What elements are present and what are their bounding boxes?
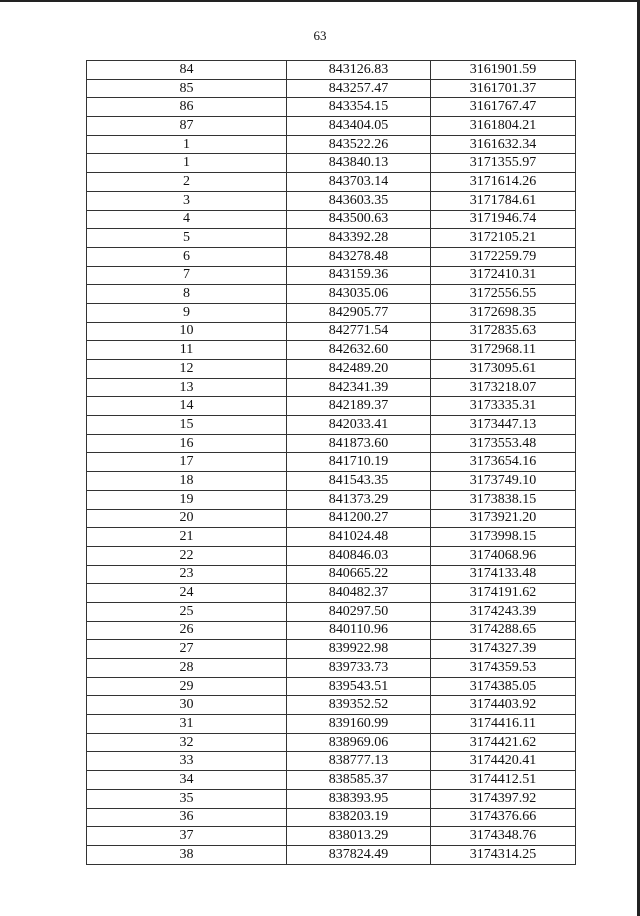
x-coordinate-cell: 842905.77 xyxy=(287,303,431,322)
y-coordinate-cell: 3172105.21 xyxy=(431,229,576,248)
page-number: 63 xyxy=(313,28,327,43)
y-coordinate-cell: 3172698.35 xyxy=(431,303,576,322)
x-coordinate-cell: 841200.27 xyxy=(287,509,431,528)
table-row xyxy=(87,733,576,752)
point-number-cell: 21 xyxy=(87,528,287,547)
y-coordinate-cell: 3173095.61 xyxy=(431,360,576,379)
point-number-cell: 24 xyxy=(87,584,287,603)
point-number-cell: 86 xyxy=(87,98,287,117)
x-coordinate-cell: 838013.29 xyxy=(287,827,431,846)
x-coordinate-cell: 841873.60 xyxy=(287,434,431,453)
y-coordinate-cell: 3161701.37 xyxy=(431,79,576,98)
x-coordinate-cell: 840665.22 xyxy=(287,565,431,584)
point-number-cell: 13 xyxy=(87,378,287,397)
point-number-cell: 35 xyxy=(87,789,287,808)
table-row xyxy=(87,98,576,117)
x-coordinate-cell: 838393.95 xyxy=(287,789,431,808)
x-coordinate-cell: 843603.35 xyxy=(287,191,431,210)
y-coordinate-cell: 3174243.39 xyxy=(431,602,576,621)
table-row xyxy=(87,154,576,173)
y-coordinate-cell: 3173553.48 xyxy=(431,434,576,453)
table-row xyxy=(87,191,576,210)
point-number-cell: 20 xyxy=(87,509,287,528)
table-row xyxy=(87,397,576,416)
y-coordinate-cell: 3173654.16 xyxy=(431,453,576,472)
point-number-cell: 33 xyxy=(87,752,287,771)
x-coordinate-cell: 839352.52 xyxy=(287,696,431,715)
y-coordinate-cell: 3174385.05 xyxy=(431,677,576,696)
x-coordinate-cell: 843035.06 xyxy=(287,285,431,304)
point-number-cell: 38 xyxy=(87,845,287,864)
point-number-cell: 14 xyxy=(87,397,287,416)
table-row xyxy=(87,584,576,603)
point-number-cell: 4 xyxy=(87,210,287,229)
x-coordinate-cell: 843522.26 xyxy=(287,135,431,154)
y-coordinate-cell: 3174397.92 xyxy=(431,789,576,808)
y-coordinate-cell: 3172410.31 xyxy=(431,266,576,285)
x-coordinate-cell: 837824.49 xyxy=(287,845,431,864)
coordinate-table-body xyxy=(87,61,576,865)
table-row xyxy=(87,341,576,360)
table-row xyxy=(87,285,576,304)
x-coordinate-cell: 840297.50 xyxy=(287,602,431,621)
point-number-cell: 32 xyxy=(87,733,287,752)
x-coordinate-cell: 840846.03 xyxy=(287,546,431,565)
point-number-cell: 6 xyxy=(87,247,287,266)
y-coordinate-cell: 3174376.66 xyxy=(431,808,576,827)
y-coordinate-cell: 3172835.63 xyxy=(431,322,576,341)
x-coordinate-cell: 839543.51 xyxy=(287,677,431,696)
x-coordinate-cell: 839922.98 xyxy=(287,640,431,659)
point-number-cell: 17 xyxy=(87,453,287,472)
y-coordinate-cell: 3174421.62 xyxy=(431,733,576,752)
page-edge-top xyxy=(0,0,640,2)
table-row xyxy=(87,266,576,285)
table-row xyxy=(87,715,576,734)
y-coordinate-cell: 3171784.61 xyxy=(431,191,576,210)
y-coordinate-cell: 3174191.62 xyxy=(431,584,576,603)
y-coordinate-cell: 3174068.96 xyxy=(431,546,576,565)
x-coordinate-cell: 839733.73 xyxy=(287,659,431,678)
y-coordinate-cell: 3171614.26 xyxy=(431,173,576,192)
point-number-cell: 87 xyxy=(87,117,287,136)
table-row xyxy=(87,808,576,827)
table-row xyxy=(87,416,576,435)
x-coordinate-cell: 842341.39 xyxy=(287,378,431,397)
table-row xyxy=(87,696,576,715)
y-coordinate-cell: 3173749.10 xyxy=(431,472,576,491)
x-coordinate-cell: 843159.36 xyxy=(287,266,431,285)
y-coordinate-cell: 3174314.25 xyxy=(431,845,576,864)
point-number-cell: 11 xyxy=(87,341,287,360)
coordinate-table xyxy=(86,60,576,865)
table-row xyxy=(87,602,576,621)
x-coordinate-cell: 843278.48 xyxy=(287,247,431,266)
x-coordinate-cell: 841543.35 xyxy=(287,472,431,491)
table-row xyxy=(87,509,576,528)
x-coordinate-cell: 841373.29 xyxy=(287,490,431,509)
table-row xyxy=(87,322,576,341)
y-coordinate-cell: 3174403.92 xyxy=(431,696,576,715)
y-coordinate-cell: 3174420.41 xyxy=(431,752,576,771)
x-coordinate-cell: 840110.96 xyxy=(287,621,431,640)
y-coordinate-cell: 3174327.39 xyxy=(431,640,576,659)
y-coordinate-cell: 3172259.79 xyxy=(431,247,576,266)
y-coordinate-cell: 3173218.07 xyxy=(431,378,576,397)
table-row xyxy=(87,752,576,771)
table-row xyxy=(87,117,576,136)
x-coordinate-cell: 842489.20 xyxy=(287,360,431,379)
point-number-cell: 37 xyxy=(87,827,287,846)
x-coordinate-cell: 842033.41 xyxy=(287,416,431,435)
x-coordinate-cell: 843392.28 xyxy=(287,229,431,248)
table-row xyxy=(87,640,576,659)
y-coordinate-cell: 3173921.20 xyxy=(431,509,576,528)
y-coordinate-cell: 3173998.15 xyxy=(431,528,576,547)
point-number-cell: 7 xyxy=(87,266,287,285)
x-coordinate-cell: 838777.13 xyxy=(287,752,431,771)
x-coordinate-cell: 843703.14 xyxy=(287,173,431,192)
y-coordinate-cell: 3172968.11 xyxy=(431,341,576,360)
y-coordinate-cell: 3172556.55 xyxy=(431,285,576,304)
point-number-cell: 29 xyxy=(87,677,287,696)
table-row xyxy=(87,61,576,80)
table-row xyxy=(87,360,576,379)
x-coordinate-cell: 841710.19 xyxy=(287,453,431,472)
table-row xyxy=(87,453,576,472)
y-coordinate-cell: 3174133.48 xyxy=(431,565,576,584)
point-number-cell: 84 xyxy=(87,61,287,80)
table-row xyxy=(87,135,576,154)
point-number-cell: 36 xyxy=(87,808,287,827)
y-coordinate-cell: 3161767.47 xyxy=(431,98,576,117)
point-number-cell: 10 xyxy=(87,322,287,341)
point-number-cell: 19 xyxy=(87,490,287,509)
point-number-cell: 34 xyxy=(87,771,287,790)
point-number-cell: 1 xyxy=(87,135,287,154)
x-coordinate-cell: 842771.54 xyxy=(287,322,431,341)
y-coordinate-cell: 3173838.15 xyxy=(431,490,576,509)
x-coordinate-cell: 842189.37 xyxy=(287,397,431,416)
y-coordinate-cell: 3174412.51 xyxy=(431,771,576,790)
table-row xyxy=(87,173,576,192)
y-coordinate-cell: 3173447.13 xyxy=(431,416,576,435)
table-row xyxy=(87,434,576,453)
y-coordinate-cell: 3174416.11 xyxy=(431,715,576,734)
y-coordinate-cell: 3174288.65 xyxy=(431,621,576,640)
point-number-cell: 15 xyxy=(87,416,287,435)
x-coordinate-cell: 843840.13 xyxy=(287,154,431,173)
table-row xyxy=(87,210,576,229)
x-coordinate-cell: 838203.19 xyxy=(287,808,431,827)
point-number-cell: 9 xyxy=(87,303,287,322)
x-coordinate-cell: 839160.99 xyxy=(287,715,431,734)
table-row xyxy=(87,378,576,397)
x-coordinate-cell: 838585.37 xyxy=(287,771,431,790)
point-number-cell: 1 xyxy=(87,154,287,173)
point-number-cell: 12 xyxy=(87,360,287,379)
y-coordinate-cell: 3174359.53 xyxy=(431,659,576,678)
table-row xyxy=(87,303,576,322)
table-row xyxy=(87,621,576,640)
table-row xyxy=(87,827,576,846)
table-row xyxy=(87,789,576,808)
point-number-cell: 31 xyxy=(87,715,287,734)
x-coordinate-cell: 838969.06 xyxy=(287,733,431,752)
x-coordinate-cell: 841024.48 xyxy=(287,528,431,547)
point-number-cell: 2 xyxy=(87,173,287,192)
point-number-cell: 22 xyxy=(87,546,287,565)
point-number-cell: 3 xyxy=(87,191,287,210)
point-number-cell: 16 xyxy=(87,434,287,453)
table-row xyxy=(87,659,576,678)
y-coordinate-cell: 3171946.74 xyxy=(431,210,576,229)
point-number-cell: 25 xyxy=(87,602,287,621)
point-number-cell: 28 xyxy=(87,659,287,678)
point-number-cell: 27 xyxy=(87,640,287,659)
y-coordinate-cell: 3173335.31 xyxy=(431,397,576,416)
point-number-cell: 5 xyxy=(87,229,287,248)
x-coordinate-cell: 843257.47 xyxy=(287,79,431,98)
table-row xyxy=(87,247,576,266)
table-row xyxy=(87,528,576,547)
table-row xyxy=(87,546,576,565)
y-coordinate-cell: 3161804.21 xyxy=(431,117,576,136)
x-coordinate-cell: 840482.37 xyxy=(287,584,431,603)
table-row xyxy=(87,490,576,509)
table-row xyxy=(87,845,576,864)
table-row xyxy=(87,677,576,696)
table-row xyxy=(87,229,576,248)
x-coordinate-cell: 843404.05 xyxy=(287,117,431,136)
point-number-cell: 18 xyxy=(87,472,287,491)
y-coordinate-cell: 3161632.34 xyxy=(431,135,576,154)
x-coordinate-cell: 843500.63 xyxy=(287,210,431,229)
table-row xyxy=(87,565,576,584)
point-number-cell: 30 xyxy=(87,696,287,715)
point-number-cell: 26 xyxy=(87,621,287,640)
y-coordinate-cell: 3174348.76 xyxy=(431,827,576,846)
point-number-cell: 8 xyxy=(87,285,287,304)
table-row xyxy=(87,771,576,790)
point-number-cell: 23 xyxy=(87,565,287,584)
point-number-cell: 85 xyxy=(87,79,287,98)
y-coordinate-cell: 3171355.97 xyxy=(431,154,576,173)
x-coordinate-cell: 843354.15 xyxy=(287,98,431,117)
x-coordinate-cell: 842632.60 xyxy=(287,341,431,360)
y-coordinate-cell: 3161901.59 xyxy=(431,61,576,80)
table-row xyxy=(87,79,576,98)
table-row xyxy=(87,472,576,491)
x-coordinate-cell: 843126.83 xyxy=(287,61,431,80)
